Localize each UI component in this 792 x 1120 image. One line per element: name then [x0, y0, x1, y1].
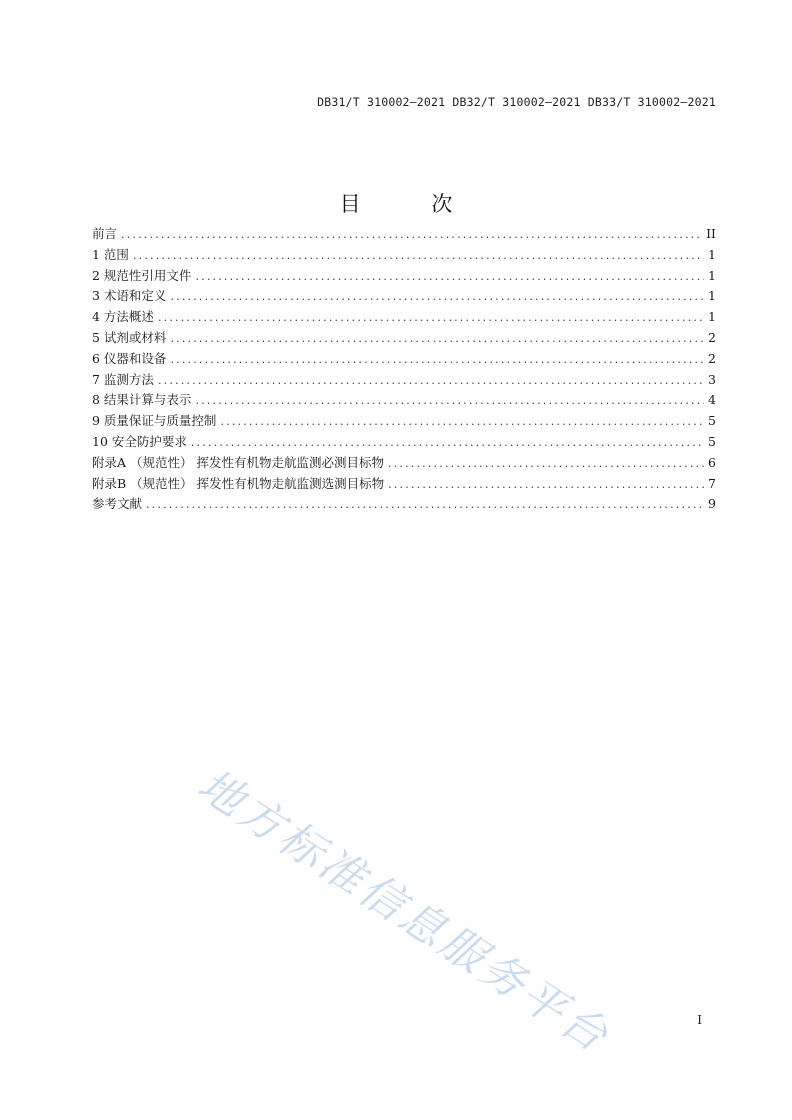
- toc-leader-dots: [388, 475, 704, 496]
- toc-leader-dots: [170, 287, 704, 308]
- toc-entry-page: 2: [708, 329, 716, 345]
- toc-entry-method-overview[interactable]: [92, 307, 716, 328]
- toc-entry-label: 前言: [92, 226, 118, 241]
- standard-code-header: DB31/T 310002—2021 DB32/T 310002—2021 DB33/T 310002—2021: [317, 95, 716, 109]
- toc-entry-page: 5: [708, 413, 716, 429]
- toc-entry-result-calculation[interactable]: [92, 390, 716, 411]
- toc-leader-dots: [195, 391, 704, 412]
- page-number: I: [697, 1013, 702, 1027]
- watermark: 地方标准信息服务平台: [188, 759, 619, 1064]
- toc-entry-monitoring-method[interactable]: [92, 370, 716, 391]
- toc-leader-dots: [133, 246, 704, 267]
- toc-entry-bibliography[interactable]: [92, 494, 716, 515]
- toc-leader-dots: [121, 225, 702, 246]
- toc-entry-label: 3 术语和定义: [92, 288, 167, 304]
- toc-entry-foreword[interactable]: [92, 224, 716, 245]
- toc-entry-safety-protection[interactable]: [92, 432, 716, 453]
- toc-leader-dots: [158, 371, 704, 392]
- toc-entry-label: 9 质量保证与质量控制: [92, 413, 217, 429]
- toc-entry-label: 8 结果计算与表示: [92, 392, 192, 408]
- toc-leader-dots: [388, 454, 704, 475]
- toc-entry-label: 2 规范性引用文件: [92, 267, 192, 283]
- toc-entry-terms-definitions[interactable]: [92, 286, 716, 307]
- toc-leader-dots: [146, 495, 704, 516]
- toc-leader-dots: [158, 308, 704, 329]
- toc-entry-appendix-a[interactable]: [92, 453, 716, 474]
- toc-entry-page: 1: [708, 246, 716, 262]
- toc-entry-quality-assurance[interactable]: [92, 411, 716, 432]
- toc-entry-reagents-materials[interactable]: [92, 328, 716, 349]
- toc-entry-page: 6: [708, 454, 716, 470]
- toc-entry-label: 1 范围: [92, 246, 129, 262]
- toc-entry-label: 10 安全防护要求: [92, 433, 187, 449]
- toc-entry-instruments-equipment[interactable]: [92, 349, 716, 370]
- toc-entry-scope[interactable]: [92, 245, 716, 266]
- toc-leader-dots: [220, 412, 704, 433]
- toc-entry-page: 3: [708, 371, 716, 387]
- toc-leader-dots: [195, 267, 704, 288]
- toc-entry-label: 4 方法概述: [92, 309, 154, 325]
- toc-entry-label: 5 试剂或材料: [92, 329, 167, 345]
- toc-entry-page: 7: [708, 475, 716, 491]
- toc-list: [92, 224, 716, 515]
- toc-entry-page: 4: [708, 392, 716, 408]
- toc-entry-label: 6 仪器和设备: [92, 350, 167, 366]
- toc-title: 目 次: [339, 192, 485, 216]
- toc-entry-page: 9: [708, 496, 716, 512]
- toc-entry-page: 2: [708, 350, 716, 366]
- toc-leader-dots: [191, 433, 704, 454]
- toc-entry-normative-references[interactable]: [92, 266, 716, 287]
- toc-entry-page: 5: [708, 433, 716, 449]
- toc-entry-label: 附录A （规范性） 挥发性有机物走航监测必测目标物: [92, 454, 384, 470]
- toc-entry-label: 7 监测方法: [92, 371, 154, 387]
- toc-entry-label: 参考文献: [92, 496, 143, 512]
- toc-entry-page: II: [706, 226, 716, 241]
- toc-entry-page: 1: [708, 288, 716, 304]
- toc-entry-page: 1: [708, 309, 716, 325]
- toc-entry-page: 1: [708, 267, 716, 283]
- toc-entry-appendix-b[interactable]: [92, 474, 716, 495]
- toc-leader-dots: [170, 329, 704, 350]
- toc-leader-dots: [170, 350, 704, 371]
- toc-entry-label: 附录B （规范性） 挥发性有机物走航监测选测目标物: [92, 475, 385, 491]
